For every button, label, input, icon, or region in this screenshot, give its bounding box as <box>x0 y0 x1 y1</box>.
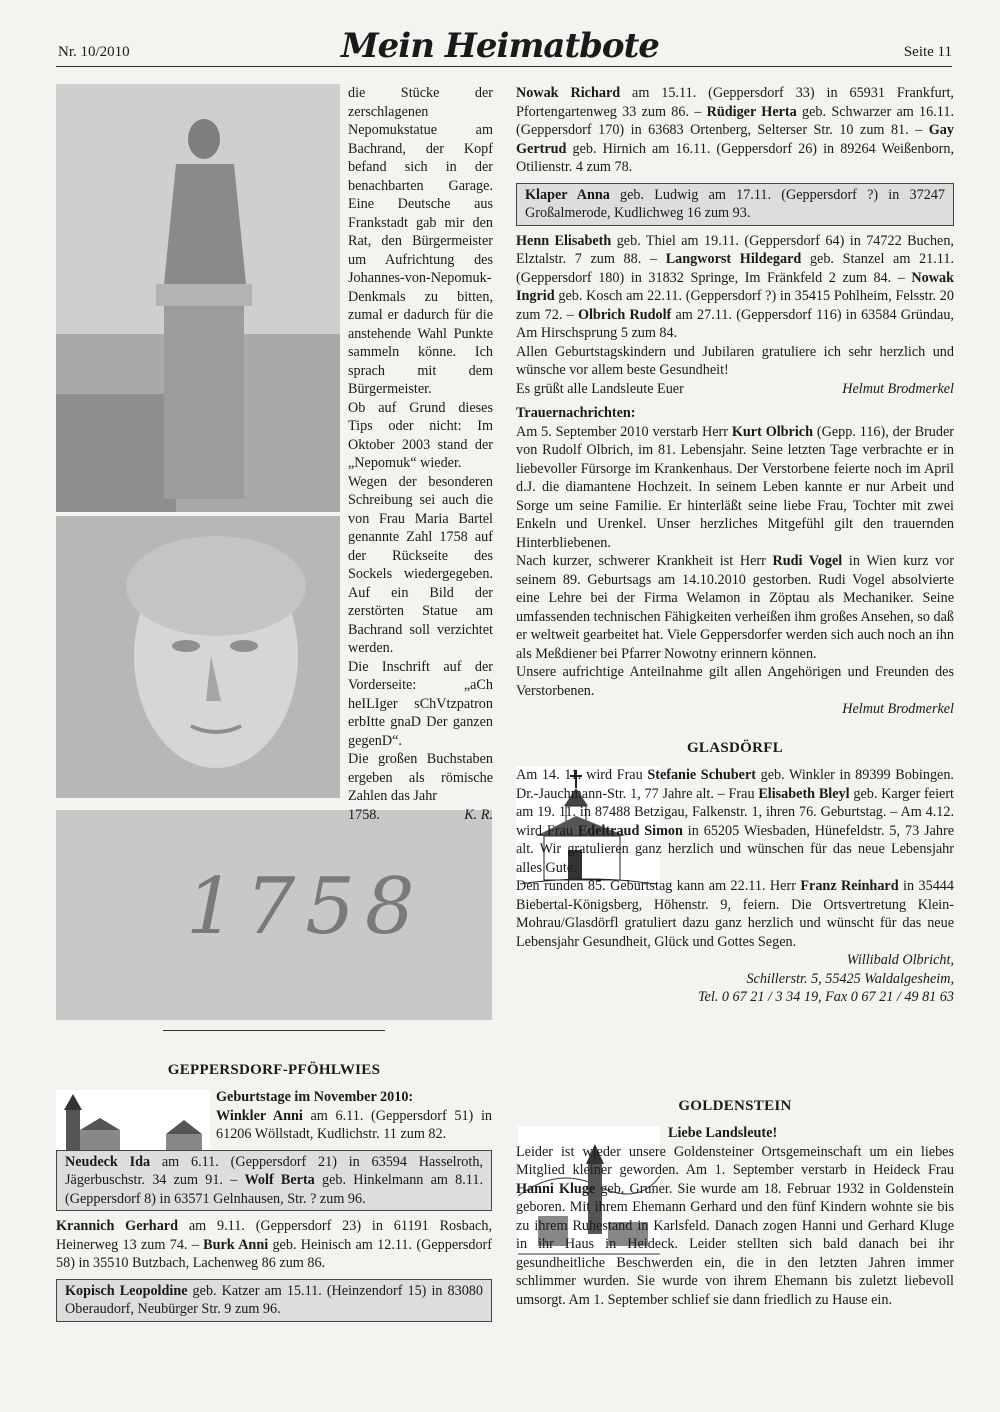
nepomuk-para-3: Wegen der besonderen Schreibung sei auch die von Frau Maria Bartel genannte Zahl 1758 auf der Rückseite des Sockels wiedergegeben. Auf ein Bild der zerstörten Statue am Bachrand soll verzichtet werden. <box>348 473 493 656</box>
text-segment: Am 5. September 2010 verstarb Herr <box>516 423 732 440</box>
name-bold: Gay Gertrud <box>516 122 954 157</box>
obituaries <box>516 404 954 719</box>
statue-photo <box>56 84 340 512</box>
page-number: Seite 11 <box>903 44 952 60</box>
text-segment: geb. Heinisch am 12.11. (Geppersdorf 58) in 35510 Butzbach, Lachenweg 86 zum 86. <box>56 1236 493 1271</box>
geppersdorf-article <box>56 1088 492 1322</box>
text-segment: am 6.11. (Geppersdorf 51) in 61206 Wöllstadt, Kudlichstr. 11 zum 82. <box>216 1107 492 1142</box>
text-segment: am 27.11. (Geppersdorf 116) in 63584 Gründau, Am Hirschsprung 5 zum 84. <box>516 306 954 341</box>
goldenstein-subtitle: Liebe Landsleute! <box>668 1125 778 1141</box>
name-bold: Olbrich Rudolf <box>577 306 672 323</box>
glasdoerfl-article <box>516 766 954 1007</box>
glasdoerfl-signature-name: Willibald Olbricht, <box>846 952 954 968</box>
name-bold: Wolf Berta <box>244 1172 315 1188</box>
birthday-para-1 <box>516 84 954 177</box>
text-segment: geb. Gruner. Sie wurde am 18. Februar 1932 in Goldenstein geboren. Mit ihrem Ehemann Gerhard und den fünf Kindern wohnte sie bis zu ihrem Ruhestand in Karlsfeld. Danach zogen Hanni und Gerhard Kluge in ihr Haus in Heideck. Leider stellten sich bald danach bei ihr gesundheitliche Beschwerden ein, die in den letzten Jahren immer schlimmer wurden. Sie wurde von ihrem Ehemann bis zuletzt liebevoll umsorgt. Am 1. September schlief sie dann friedlich zu Hause ein. <box>516 1180 954 1308</box>
nepomuk-author: K. R. <box>464 806 493 823</box>
text-segment: geb. Karger feiert am 19. 11. in 87488 Betzigau, Falkenstr. 1, ihren 76. Geburtstag. – Am 4.12. wird Frau <box>516 785 954 839</box>
section-divider <box>163 1030 385 1031</box>
obituary-condolence: Unsere aufrichtige Anteilnahme gilt allen Angehörigen und Freunden des Verstorbenen. <box>516 664 954 699</box>
name-bold: Hanni Kluge <box>516 1180 596 1197</box>
text-segment: in 35444 Biebertal-Königsberg, Höhenstr. 9, feiern. Die Ortsvertretung Klein-Mohrau/Glasdörfl gratuliert dazu ganz herzlich und wünscht für das neue Lebensjahr Gesundheit, Glück und Gottes Segen. <box>516 878 954 950</box>
nepomuk-year: 1758. <box>348 806 380 823</box>
text-segment: geb. Thiel am 19.11. (Geppersdorf 64) in 74722 Buchen, Elztalstr. 7 zum 88. – <box>516 232 954 267</box>
nepomuk-last-line <box>348 806 493 825</box>
text-segment: am 15.11. (Geppersdorf 33) in 65931 Frankfurt, Pfortengartenweg 33 zum 86. – <box>516 85 954 120</box>
geppersdorf-krannich <box>56 1217 492 1273</box>
goldenstein-obituary <box>516 1143 954 1310</box>
text-segment: am 6.11. (Geppersdorf 21) in 63594 Hasselroth, Jägerbuschstr. 34 zum 91. – <box>65 1153 483 1188</box>
greeting-line <box>516 380 954 399</box>
name-bold: Neudeck Ida <box>65 1153 151 1170</box>
obituaries-title: Trauernachrichten: <box>516 405 636 421</box>
nepomuk-para-1: die Stücke der zerschlagenen Nepomukstatue am Bachrand, der Kopf befand sich in der benachbarten Garage. Eine Deutsche aus Frankstadt gab mir den Rat, den Bürgermeister um Aufrichtung des Johannes-von-Nepomuk-Denkmals zu bitten, zumal er dadurch für die anstehende Wahl Punkte sammeln könne. Ich sprach mit dem Bürgermeister. <box>348 85 493 397</box>
goldenstein-title: GOLDENSTEIN <box>678 1098 792 1114</box>
name-bold: Nowak Ingrid <box>516 269 954 304</box>
text-segment: geb. Stanzel am 21.11. (Geppersdorf 180) in 31832 Springe, Im Fränkfeld 2 zum 84. – <box>516 251 954 286</box>
text-segment: geb. Hirnich am 16.11. (Geppersdorf 26) in 89264 Weißenborn, Otilienstr. 4 zum 78. <box>516 140 954 175</box>
glasdoerfl-signature-phone: Tel. 0 67 21 / 3 34 19, Fax 0 67 21 / 49 81 63 <box>697 989 954 1005</box>
name-bold: Stefanie Schubert <box>647 767 756 783</box>
name-bold: Edeltraud Simon <box>577 822 683 839</box>
name-bold: Klaper Anna <box>525 186 610 203</box>
name-bold: Rüdiger Herta <box>706 103 797 120</box>
text-segment: Nach kurzer, schwerer Krankheit ist Herr <box>516 553 773 569</box>
name-bold: Rudi Vogel <box>772 553 843 569</box>
name-bold: Franz Reinhard <box>800 878 899 894</box>
greeting-signature: Helmut Brodmerkel <box>842 380 954 397</box>
name-bold: Winkler Anni <box>216 1107 303 1124</box>
name-bold: Elisabeth Bleyl <box>758 785 850 802</box>
text-segment: geb. Ludwig am 17.11. (Geppersdorf ?) in 37247 Großalmerode, Kudlichweg 16 zum 93. <box>525 186 946 221</box>
birthday-box-klaper <box>516 183 954 226</box>
geppersdorf-subtitle: Geburtstage im November 2010: <box>216 1089 414 1105</box>
glasdoerfl-reinhard <box>516 877 954 951</box>
name-bold: Krannich Gerhard <box>56 1218 178 1234</box>
statue-illustration <box>56 84 340 512</box>
obituary-olbrich <box>516 423 954 553</box>
header-rule <box>56 66 952 67</box>
geppersdorf-box-neudeck <box>56 1150 492 1212</box>
birthdays-continued <box>516 84 954 398</box>
glasdoerfl-birthdays <box>516 766 954 877</box>
text-segment: Leider ist wieder unsere Goldensteiner Ortsgemeinschaft um ein liebes Mitglied kleiner geworden. Am 1. September verstarb in Heideck Frau <box>516 1143 954 1178</box>
name-bold: Langworst Hildegard <box>665 251 802 267</box>
goldenstein-article <box>516 1124 954 1309</box>
text-segment: geb. Schwarzer am 16.11. (Geppersdorf 170) in 63683 Ortenberg, Selterser Str. 10 zum 81. – <box>516 103 954 138</box>
name-bold: Burk Anni <box>203 1236 269 1253</box>
text-segment: in 65205 Wiesbaden, Hünefeldstr. 5, 73 Jahre alt. Wir gratulieren ganz herzlich und wünschen für das neue Lebensjahr alles Gute. <box>516 822 955 876</box>
nepomuk-article <box>348 84 493 824</box>
text-segment: geb. Kosch am 22.11. (Geppersdorf ?) in 35415 Pohlheim, Felsstr. 20 zum 72. – <box>516 288 954 323</box>
text-segment: in Wien kurz vor seinem 89. Geburtsags am 14.10.2010 gestorben. Rudi Vogel absolvierte eine Lehre bei der Firma Welamon in Zöptau als Mechaniker. Seine umfassenden technischen Fähigkeiten verheißen ihm großes Ansehen, so daß er weltweit gearbeitet hat. Viele Geppersdorfer werden sich auch noch an ihn als Meßdiener bei Pfarrer Nowotny erinnern können. <box>516 553 954 662</box>
inscription-photo <box>56 810 492 1020</box>
inscription-year: 1758 <box>186 862 425 952</box>
text-segment: geb. Hinkelmann am 8.11. (Geppersdorf 8) in 63571 Gelnhausen, Str. ? zum 96. <box>65 1172 483 1207</box>
glasdoerfl-signature-address: Schillerstr. 5, 55425 Waldalgesheim, <box>746 970 954 987</box>
geppersdorf-winkler <box>216 1107 492 1144</box>
greeting-text: Es grüßt alle Landsleute Euer <box>516 380 684 397</box>
nepomuk-para-5: Die großen Buchstaben ergeben als römische Zahlen das Jahr <box>348 751 493 804</box>
issue-number: Nr. 10/2010 <box>58 44 130 60</box>
nepomuk-para-4: Die Inschrift auf der Vorderseite: „aCh heILIger sChVtzpatron erbItte gnaD Der ganzen gegenD“. <box>348 658 493 749</box>
obituary-vogel <box>516 552 954 663</box>
head-illustration <box>56 516 340 798</box>
name-bold: Kopisch Leopoldine <box>65 1282 188 1299</box>
text-segment: Am 14. 11. wird Frau <box>516 767 648 783</box>
statue-head-photo <box>56 516 340 798</box>
glasdoerfl-title: GLASDÖRFL <box>686 740 784 756</box>
text-segment: am 9.11. (Geppersdorf 23) in 61191 Rosbach, Heinerweg 13 zum 74. – <box>56 1218 492 1253</box>
text-segment: geb. Katzer am 15.11. (Heinzendorf 15) in 83080 Oberaudorf, Neubürger Str. 9 zum 96. <box>65 1282 483 1317</box>
text-segment: (Gepp. 116), der Bruder von Rudolf Olbrich, im 81. Lebensjahr. Seine letzten Tage verbrachte er in liebevoller Fürsorge im Krankenhaus. Der Verstorbene feierte noch im April d.J. die diamantene Hochzeit. In seinem Leben kannte er nur Arbeit und Sorge um seine Familie. Er hinterläßt seine liebe Frau, Tochter mit zwei Enkeln und Urenkel. Unser herzliches Mitgefühl gilt den trauernden Hinterbliebenen. <box>516 423 955 551</box>
name-bold: Henn Elisabeth <box>516 232 612 249</box>
name-bold: Kurt Olbrich <box>731 423 813 440</box>
geppersdorf-box-kopisch <box>56 1279 492 1322</box>
text-segment: Den runden 85. Geburtstag kann am 22.11. Herr <box>516 878 801 894</box>
birthday-para-2 <box>516 232 954 343</box>
masthead-title: Mein Heimatbote <box>341 26 659 66</box>
geppersdorf-title: GEPPERSDORF-PFÖHLWIES <box>167 1062 381 1078</box>
name-bold: Nowak Richard <box>516 85 621 101</box>
nepomuk-para-2: Ob auf Grund dieses Tips oder nicht: Im Oktober 2003 stand der „Nepomuk“ wieder. <box>348 399 493 471</box>
text-segment: geb. Winkler in 89399 Bobingen. Dr.-Jauchmann-Str. 1, 77 Jahre alt. – Frau <box>516 767 954 802</box>
birthday-greeting: Allen Geburtstagskindern und Jubilaren gratuliere ich sehr herzlich und wünsche vor allem beste Gesundheit! <box>516 343 954 378</box>
obituary-signature: Helmut Brodmerkel <box>842 701 954 717</box>
